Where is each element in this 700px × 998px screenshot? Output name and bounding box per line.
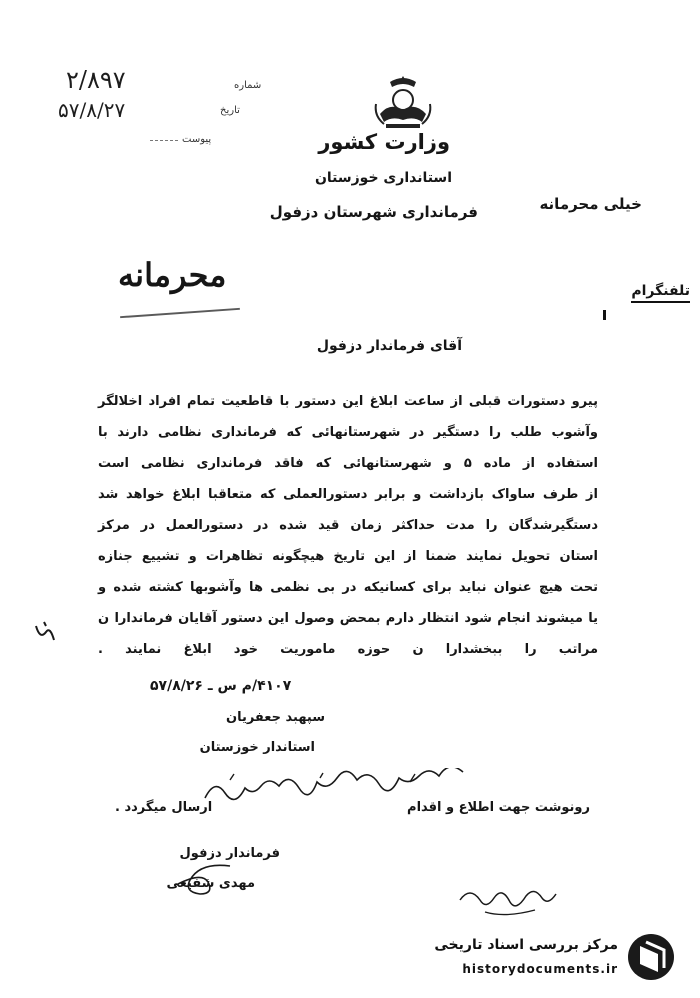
footer-center-name: مرکز بررسی اسناد تاریخی (434, 937, 618, 953)
number-label: شماره (234, 80, 262, 91)
city-office-title: فرمانداری شهرستان دزفول (269, 203, 478, 221)
body-line: پیرو دستورات قبلی از ساعت ابلاغ این دستور با قاطعیت تمام افراد اخلالگر (98, 394, 598, 409)
signatory-title: استاندار خوزستان (199, 740, 315, 755)
confidential-stamp: محرمانه (118, 256, 227, 294)
body-line: استفاده از ماده ۵ و شهرستانهائی که فاقد فرمانداری نظامی است (98, 456, 598, 471)
copy-notice-start: رونوشت جهت اطلاع و اقدام (407, 800, 590, 815)
governorate-title: استانداری خوزستان (314, 170, 452, 186)
copy-notice (115, 800, 590, 815)
addressee: آقای فرماندار دزفول (316, 338, 462, 354)
attachment-label: پیوست (182, 134, 212, 145)
footer-url[interactable]: historydocuments.ir (462, 962, 618, 976)
body-line: از طرف ساواک بازداشت و برابر دستورالعملی که متعاقبا ابلاغ خواهد شد (98, 487, 598, 502)
lion-and-sun-emblem-icon (372, 74, 434, 132)
signatory-name: سپهبد جعفریان (225, 710, 325, 725)
body-line: دستگیرشدگان را مدت حداکثر زمان قید شده در دستورالعمل در مرکز (98, 518, 598, 533)
ministry-title: وزارت کشور (318, 130, 450, 154)
letter-body (98, 390, 598, 669)
telegram-label: تلفنگرام (631, 283, 690, 303)
classification-label: خیلی محرمانه (539, 195, 642, 213)
body-line: یا میشوند انجام شود انتظار دارم بمحض وصول این دستور آقایان فرماندارا ن (98, 611, 598, 626)
second-signatory-name: مهدی شفیعی (166, 876, 255, 891)
handwritten-note (455, 880, 565, 920)
attachment-line (150, 140, 178, 141)
body-line: وآشوب طلب را دستگیر در شهرستانهائی که فرمانداری نظامی دارند با (98, 425, 598, 440)
reference-number: ۴۱۰۷/م س ـ ۵۷/۸/۲۶ (150, 678, 292, 694)
number-value: ۲/۸۹۷ (66, 66, 126, 94)
copy-notice-end: ارسال میگردد . (115, 800, 213, 815)
date-label: تاریخ (220, 105, 240, 116)
margin-mark (32, 620, 58, 644)
body-line: استان تحویل نمایند ضمنا از این تاریخ هیچگونه تظاهرات و تشییع جنازه (98, 549, 598, 564)
handwritten-signature (170, 858, 240, 898)
archive-center-logo-icon (626, 932, 676, 982)
date-value: ۵۷/۸/۲۷ (58, 98, 126, 122)
body-line: تحت هیچ عنوان نباید برای کسانیکه در بی نظمی ها وآشوبها کشته شده و (98, 580, 598, 595)
stamp-underline (120, 308, 240, 318)
body-line: مراتب را ببخشدارا ن حوزه ماموریت خود ابلاغ نمایند . (98, 642, 598, 657)
second-signatory-title: فرماندار دزفول (179, 846, 280, 861)
telegram-bracket (603, 310, 606, 320)
